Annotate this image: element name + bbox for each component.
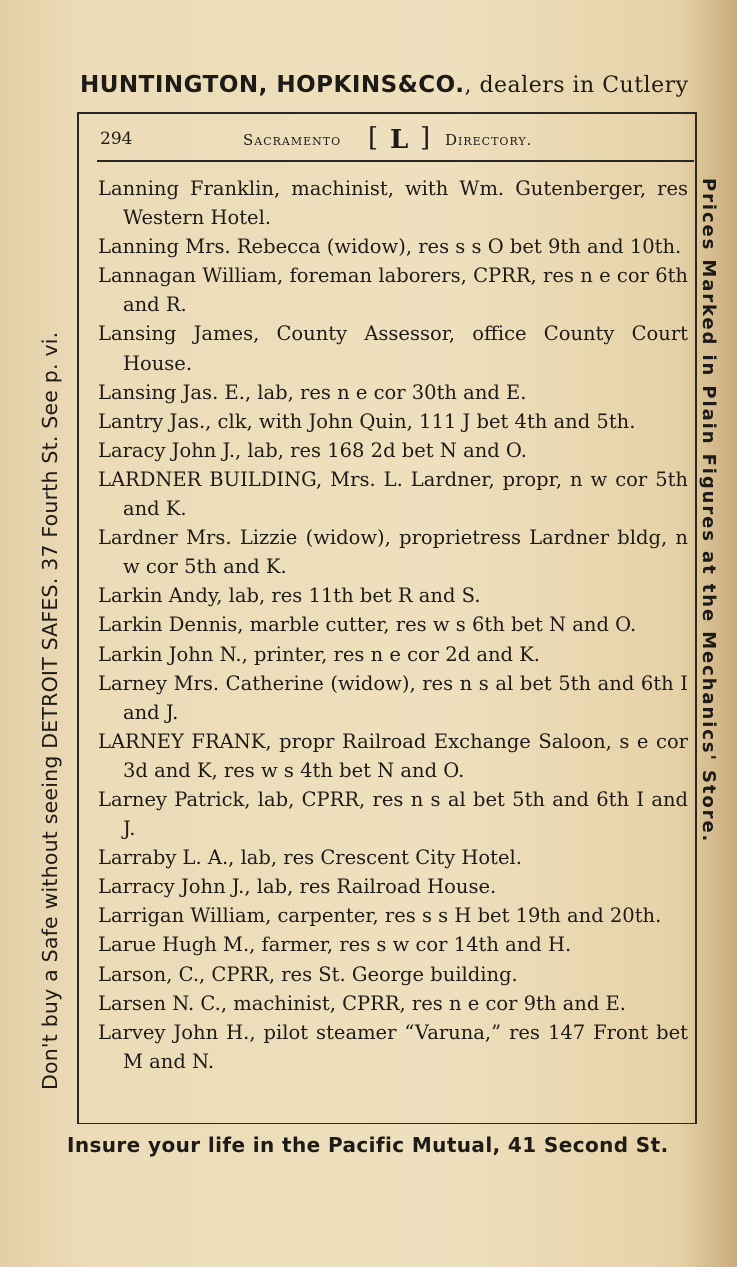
directory-entry: Lannagan William, foreman laborers, CPRR, res n e cor 6th and R. [98, 264, 688, 317]
directory-entry: Larkin John N., printer, res n e cor 2d and K. [98, 642, 541, 666]
directory-entry: Larney Mrs. Catherine (widow), res n s al bet 5th and 6th I and J. [98, 671, 688, 724]
header-rule [97, 160, 694, 162]
directory-entry: Larue Hugh M., farmer, res s w cor 14th and H. [98, 933, 572, 957]
right-margin-advertisement: Prices Marked in Plain Figures at the Mechanics' Store. [698, 178, 719, 844]
advertiser-name: HUNTINGTON, HOPKINS&CO. [80, 72, 465, 98]
page-number: 294 [100, 129, 133, 149]
directory-entry: Larracy John J., lab, res Railroad House. [98, 875, 497, 899]
section-letter: L [390, 125, 409, 155]
left-margin-advertisement: Don't buy a Safe without seeing DETROIT SAFES. 37 Fourth St. See p. vi. [38, 331, 62, 1090]
directory-entries [98, 174, 688, 1076]
directory-entry: Lansing James, County Assessor, office County Court House. [98, 322, 688, 375]
directory-entry: Larvey John H., pilot steamer “Varuna,” res 147 Front bet M and N. [98, 1020, 688, 1073]
directory-entry: Larkin Dennis, marble cutter, res w s 6th bet N and O. [98, 613, 637, 637]
running-header [100, 123, 680, 159]
bottom-advertisement-banner: Insure your life in the Pacific Mutual, 41 Second St. [67, 1133, 669, 1157]
header-city: Sacramento [243, 131, 342, 149]
advertisement-text: , dealers in Cutlery [464, 73, 689, 98]
directory-entry: Lantry Jas., clk, with John Quin, 111 J bet 4th and 5th. [98, 409, 636, 433]
directory-entry-business: LARNEY FRANK, propr Railroad Exchange Saloon, s e cor 3d and K, res w s 4th bet N and O. [98, 729, 688, 782]
directory-entry: Lardner Mrs. Lizzie (widow), proprietress Lardner bldg, n w cor 5th and K. [98, 526, 688, 579]
directory-entry: Larraby L. A., lab, res Crescent City Hotel. [98, 846, 522, 870]
directory-entry: Larsen N. C., machinist, CPRR, res n e cor 9th and E. [98, 991, 626, 1015]
directory-entry: Larkin Andy, lab, res 11th bet R and S. [98, 584, 481, 608]
top-advertisement-banner [80, 72, 720, 98]
header-bracket-right: ] [420, 123, 431, 153]
directory-entry: Lansing Jas. E., lab, res n e cor 30th and E. [98, 380, 527, 404]
directory-entry: Lanning Franklin, machinist, with Wm. Gutenberger, res Western Hotel. [98, 177, 688, 230]
directory-entry: Larson, C., CPRR, res St. George building. [98, 962, 518, 986]
directory-entry-business: LARDNER BUILDING, Mrs. L. Lardner, propr, n w cor 5th and K. [98, 467, 688, 521]
directory-entry: Larrigan William, carpenter, res s s H bet 19th and 20th. [98, 904, 662, 928]
header-bracket-left: [ [368, 123, 379, 153]
directory-entry: Lanning Mrs. Rebecca (widow), res s s O bet 9th and 10th. [98, 235, 682, 259]
header-directory: Directory. [445, 131, 533, 149]
directory-entry: Laracy John J., lab, res 168 2d bet N and O. [98, 438, 527, 462]
directory-entry: Larney Patrick, lab, CPRR, res n s al bet 5th and 6th I and J. [98, 787, 688, 841]
